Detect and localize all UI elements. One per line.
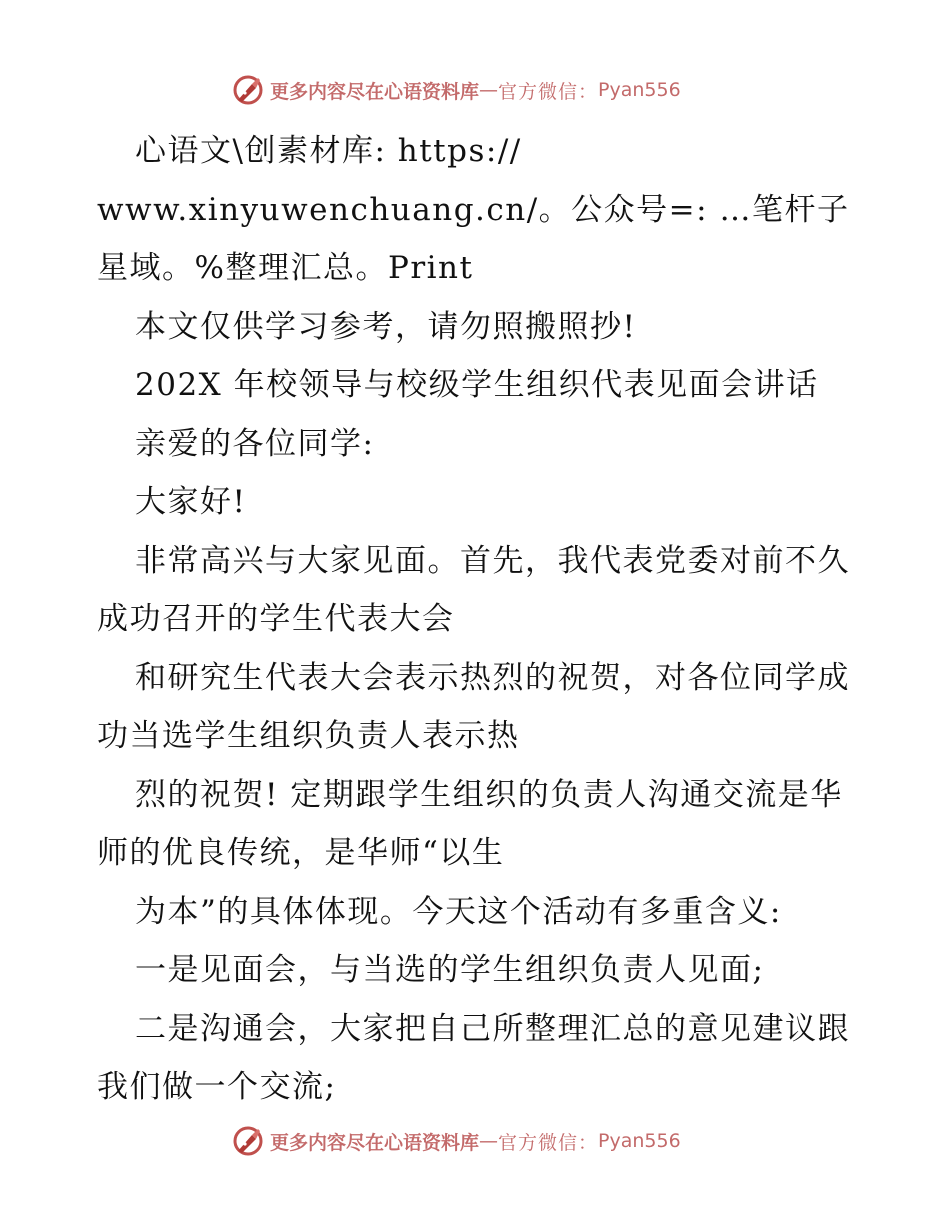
- pen-nib-circle-icon: [232, 1125, 264, 1157]
- banner-separator: —: [479, 1130, 499, 1152]
- para-body: 和研究生代表大会表示热烈的祝贺，对各位同学成功当选学生组织负责人表示热: [97, 659, 850, 754]
- footer-banner: [232, 1124, 681, 1158]
- banner-separator: —: [479, 79, 499, 101]
- para-point-one: 一是见面会，与当选的学生组织负责人见面;: [135, 952, 765, 988]
- banner-wechat-label: 官方微信：: [498, 80, 599, 103]
- para-disclaimer: 本文仅供学习参考，请勿照搬照抄!: [135, 308, 637, 345]
- banner-title: 更多内容尽在心语资料库: [270, 80, 480, 103]
- para-salutation: 亲爱的各位同学:: [135, 425, 375, 462]
- para-source-line: 心语文\创素材库: https://: [135, 133, 522, 169]
- para-body: 为本”的具体体现。今天这个活动有多重含义:: [135, 893, 782, 930]
- para-body: 非常高兴与大家见面。首先，我代表党委对前不久成功召开的学生代表大会: [97, 542, 850, 637]
- para-point-two: 二是沟通会，大家把自己所整理汇总的意见建议跟我们做一个交流;: [97, 1010, 850, 1105]
- para-source-continued: www.xinyuwenchuang.cn/。公众号=: …笔杆子星域。%整理汇总。Print: [97, 191, 850, 286]
- document-title: 202X 年校领导与校级学生组织代表见面会讲话: [135, 367, 819, 403]
- header-banner: [232, 73, 681, 107]
- pen-nib-circle-icon: [232, 74, 264, 106]
- banner-wechat-label: 官方微信：: [498, 1131, 599, 1154]
- banner-title: 更多内容尽在心语资料库: [270, 1131, 480, 1154]
- para-greeting: 大家好!: [135, 484, 247, 520]
- para-body: 烈的祝贺! 定期跟学生组织的负责人沟通交流是华师的优良传统，是华师“以生: [97, 776, 843, 871]
- banner-wechat-id: Pyan556: [598, 79, 681, 101]
- banner-wechat-id: Pyan556: [598, 1130, 681, 1152]
- document-body: [97, 122, 857, 1117]
